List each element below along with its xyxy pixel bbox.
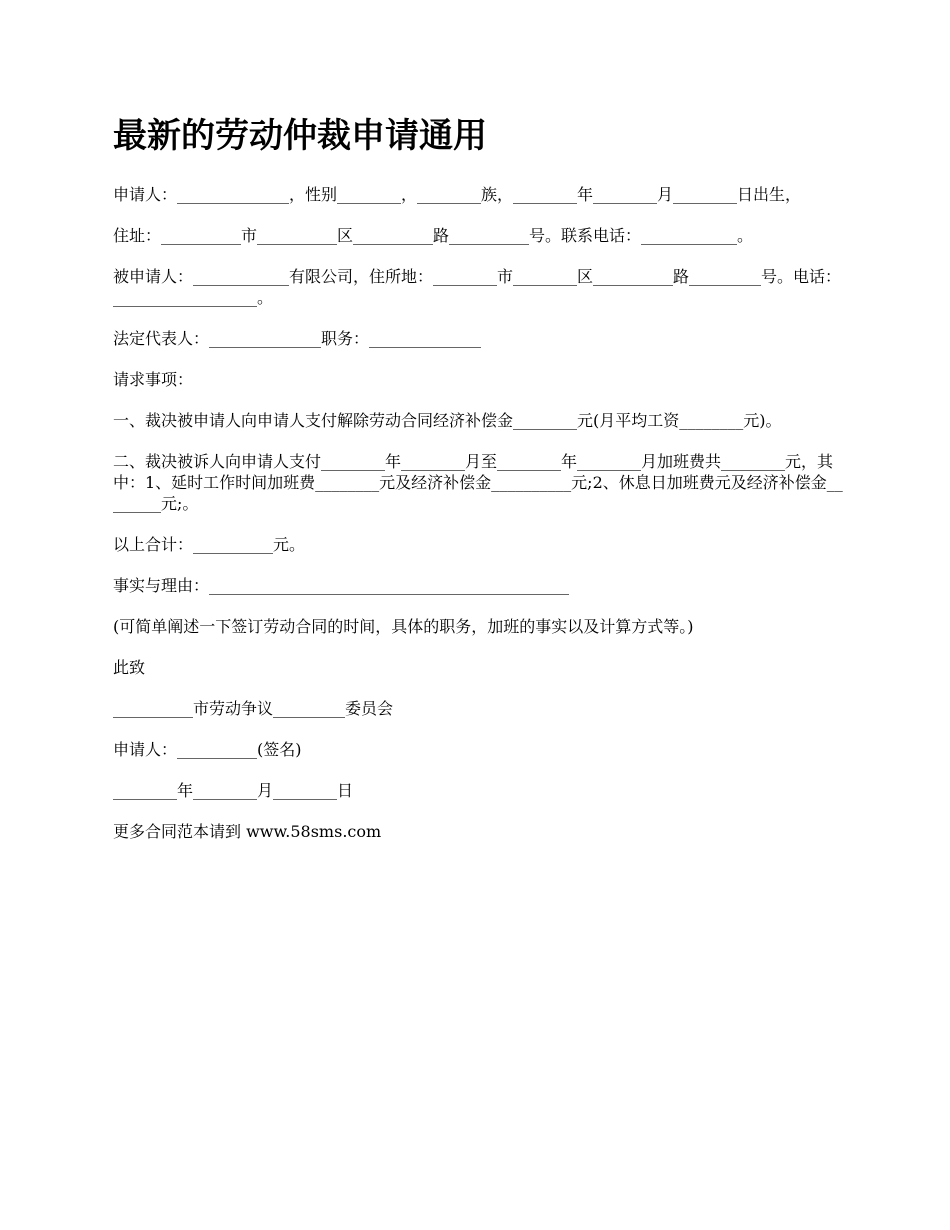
applicant-address: 住址：__________市__________区__________路__________号。联系电话：____________。 [113, 226, 754, 245]
total-amount: 以上合计：__________元。 [113, 535, 306, 554]
claims-heading: 请求事项： [113, 370, 194, 389]
footer-link-text: 更多合同范本请到 www.58sms.com [113, 822, 382, 841]
legal-representative: 法定代表人：______________职务：______________ [113, 329, 482, 348]
salutation: 此致 [113, 658, 146, 677]
claim-item-1: 一、裁决被申请人向申请人支付解除劳动合同经济补偿金________元(月平均工资________元)。 [113, 411, 782, 430]
addressee-committee: __________市劳动争议_________委员会 [113, 699, 394, 718]
facts-and-reasons: 事实与理由：_____________________________________________ [113, 576, 570, 595]
date-line: ________年________月________日 [113, 781, 354, 800]
document-page [113, 112, 848, 862]
document-title: 最新的劳动仲裁申请通用 [113, 116, 487, 156]
signature-line: 申请人：__________(签名) [113, 740, 302, 759]
applicant-info: 申请人：______________，性别________，________族，________年________月________日出生， [113, 185, 802, 204]
facts-note: (可简单阐述一下签订劳动合同的时间，具体的职务，加班的事实以及计算方式等。) [113, 617, 694, 636]
claim-item-2: 二、裁决被诉人向申请人支付________年________月至________年________月加班费共________元，其中：1、延时工作时间加班费________元及经济补偿金__________元;2、休息日加班费元及经济补偿金________元;。 [113, 452, 843, 513]
respondent-info: 被申请人：____________有限公司，住所地：________市________区__________路_________号。电话：__________________。 [113, 267, 842, 307]
